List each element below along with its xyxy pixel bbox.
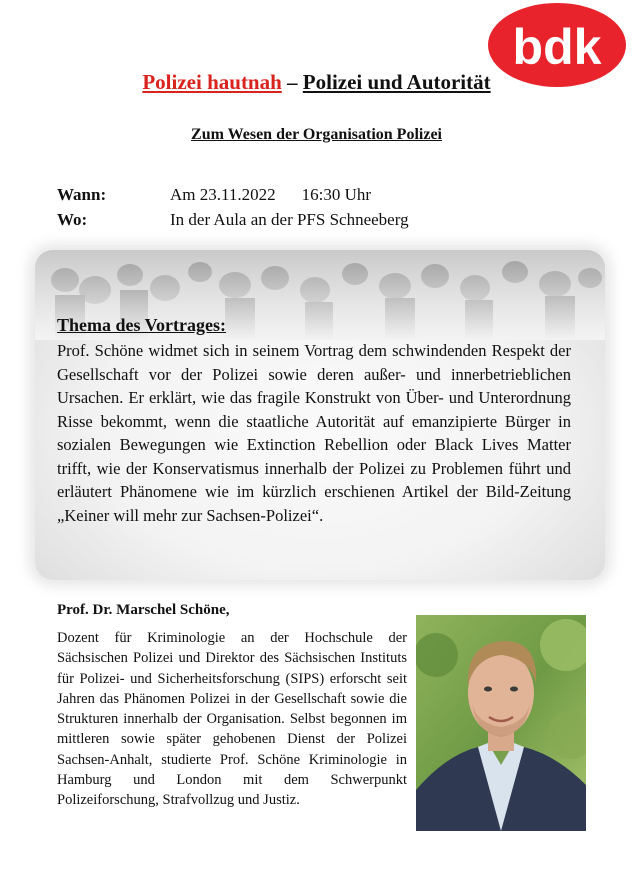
when-date: Am 23.11.2022 bbox=[170, 185, 276, 204]
thema-heading: Thema des Vortrages: bbox=[57, 315, 226, 335]
where-row bbox=[57, 210, 409, 230]
speaker-bio: Dozent für Kriminologie an der Hochschule der Sächsischen Polizei und Direktor des Sächsischen Instituts für Polizei- und Sicherheitsforschung (SIPS) erforscht seit Jahren das Phänomen Polizei in der Gesellschaft sowie die Strukturen innerhalb der Organisation. Selbst begonnen im mittleren sowie später gehobenen Dienst der Polizei Sachsen-Anhalt, studierte Prof. Schöne Kriminologie in Hamburg und London mit dem Schwerpunkt Polizeiforschung, Strafvollzug und Justiz. bbox=[57, 630, 407, 809]
thema-text: Prof. Schöne widmet sich in seinem Vortrag dem schwindenden Respekt der Gesellschaft vor der Polizei sowie deren außer- und innerbetrieblichen Ursachen. Er erklärt, wie das fragile Konstrukt von Über- und Unterordnung Risse bekommt, wenn die staatliche Autorität auf emanzipierte Bürger in sozialen Bewegungen wie Extinction Rebellion oder Black Lives Matter trifft, wie der Konservatismus innerhalb der Polizei zu Problemen führt und erläutert Phänomene wie im kürzlich erschienen Artikel der Bild-Zeitung „Keiner will mehr zur Sachsen-Polizei“. bbox=[57, 341, 571, 525]
when-label: Wann: bbox=[57, 185, 107, 204]
when-time: 16:30 Uhr bbox=[301, 185, 372, 204]
title-part2: Polizei und Autorität bbox=[302, 70, 491, 94]
where-value: In der Aula an der PFS Schneeberg bbox=[170, 210, 409, 229]
page-title bbox=[0, 70, 633, 95]
page-subtitle: Zum Wesen der Organisation Polizei bbox=[191, 126, 442, 143]
speaker-name: Prof. Dr. Marschel Schöne, bbox=[57, 602, 230, 618]
when-row bbox=[57, 185, 371, 205]
title-separator: – bbox=[281, 70, 303, 94]
logo-text: bdk bbox=[512, 19, 602, 75]
where-label: Wo: bbox=[57, 210, 88, 229]
title-part1: Polizei hautnah bbox=[142, 70, 282, 94]
speaker-photo bbox=[416, 615, 586, 831]
